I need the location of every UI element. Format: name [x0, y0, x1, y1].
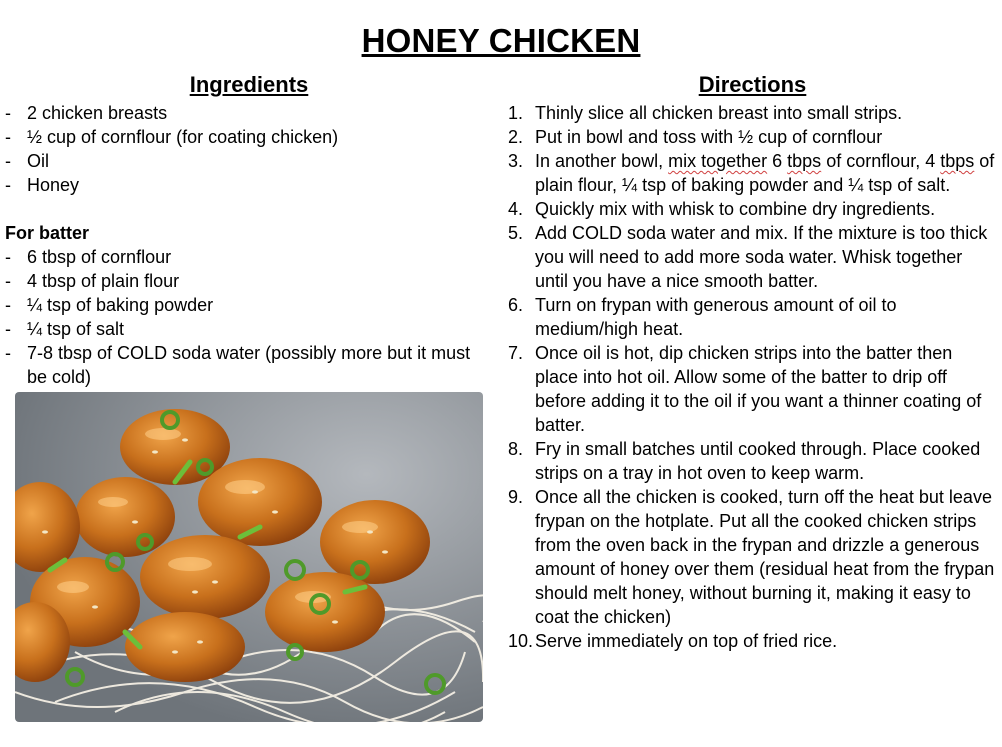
spellcheck-mark: tbps: [940, 151, 975, 171]
step-text-part: of plain flour, ¼ tsp of baking powder and ¼ tsp of salt.: [535, 151, 995, 195]
directions-section: [508, 101, 998, 653]
ingredients-list: [5, 101, 485, 197]
direction-step: [508, 437, 998, 485]
spellcheck-mark: tbps: [787, 151, 822, 171]
step-number: 3.: [508, 151, 524, 171]
batter-title: For batter: [5, 223, 90, 243]
step-text: Thinly slice all chicken breast into small strips.: [535, 103, 903, 123]
step-text-part: In another bowl,: [535, 151, 669, 171]
ingredient-item: - ½ cup of cornflour (for coating chicken): [5, 125, 485, 149]
spellcheck-mark: mix together: [668, 151, 768, 171]
batter-list: [5, 245, 485, 389]
direction-step: [508, 485, 998, 629]
step-number: 10.: [508, 631, 534, 651]
step-number: 2.: [508, 127, 524, 147]
step-text-part: 6: [767, 151, 788, 171]
step-number: 7.: [508, 343, 524, 363]
step-number: 6.: [508, 295, 524, 315]
direction-step: [508, 149, 998, 197]
step-text: [535, 151, 994, 195]
direction-step: [508, 293, 998, 341]
ingredient-item: - Honey: [5, 173, 485, 197]
step-number: 9.: [508, 487, 524, 507]
food-illustration: [15, 392, 483, 722]
batter-item: - ¼ tsp of salt: [5, 317, 485, 341]
step-text: Turn on frypan with generous amount of oil to medium/high heat.: [535, 295, 897, 339]
step-text: Fry in small batches until cooked through. Place cooked strips on a tray in hot oven to keep warm.: [535, 439, 981, 483]
page-title: HONEY CHICKEN: [361, 22, 641, 59]
step-text: Once all the chicken is cooked, turn off the heat but leave frypan on the hotplate. Put all the cooked chicken strips from the oven back in the frypan and drizzle a generous amount of honey over them (residual heat from the frypan should melt honey, without burning it, making it easy to coat the chicken): [535, 487, 995, 627]
batter-item: - 6 tbsp of cornflour: [5, 245, 485, 269]
directions-heading: Directions: [698, 72, 807, 97]
step-text: Serve immediately on top of fried rice.: [535, 631, 838, 651]
step-text: Put in bowl and toss with ½ cup of cornflour: [535, 127, 883, 147]
ingredients-section: [5, 101, 485, 389]
batter-item: - 7-8 tbsp of COLD soda water (possibly more but it must be cold): [5, 341, 485, 389]
direction-step: [508, 101, 998, 125]
ingredient-item: - Oil: [5, 149, 485, 173]
honey-chicken-photo: [15, 392, 483, 722]
direction-step: [508, 341, 998, 437]
ingredient-item: - 2 chicken breasts: [5, 101, 485, 125]
step-number: 5.: [508, 223, 524, 243]
step-number: 8.: [508, 439, 524, 459]
step-number: 4.: [508, 199, 524, 219]
step-text: Once oil is hot, dip chicken strips into the batter then place into hot oil. Allow some of the batter to drip off before adding it to the oil if you want a thinner coating of batter.: [535, 343, 982, 435]
step-text-part: of cornflour, 4: [821, 151, 941, 171]
batter-item: - ¼ tsp of baking powder: [5, 293, 485, 317]
step-text: Add COLD soda water and mix. If the mixture is too thick you will need to add more soda water. Whisk together until you have a nice smooth batter.: [535, 223, 988, 291]
direction-step: [508, 629, 998, 653]
directions-list: [508, 101, 998, 653]
step-text: Quickly mix with whisk to combine dry ingredients.: [535, 199, 936, 219]
direction-step: [508, 125, 998, 149]
direction-step: [508, 221, 998, 293]
ingredients-heading: Ingredients: [189, 72, 309, 97]
batter-item: - 4 tbsp of plain flour: [5, 269, 485, 293]
step-number: 1.: [508, 103, 524, 123]
direction-step: [508, 197, 998, 221]
